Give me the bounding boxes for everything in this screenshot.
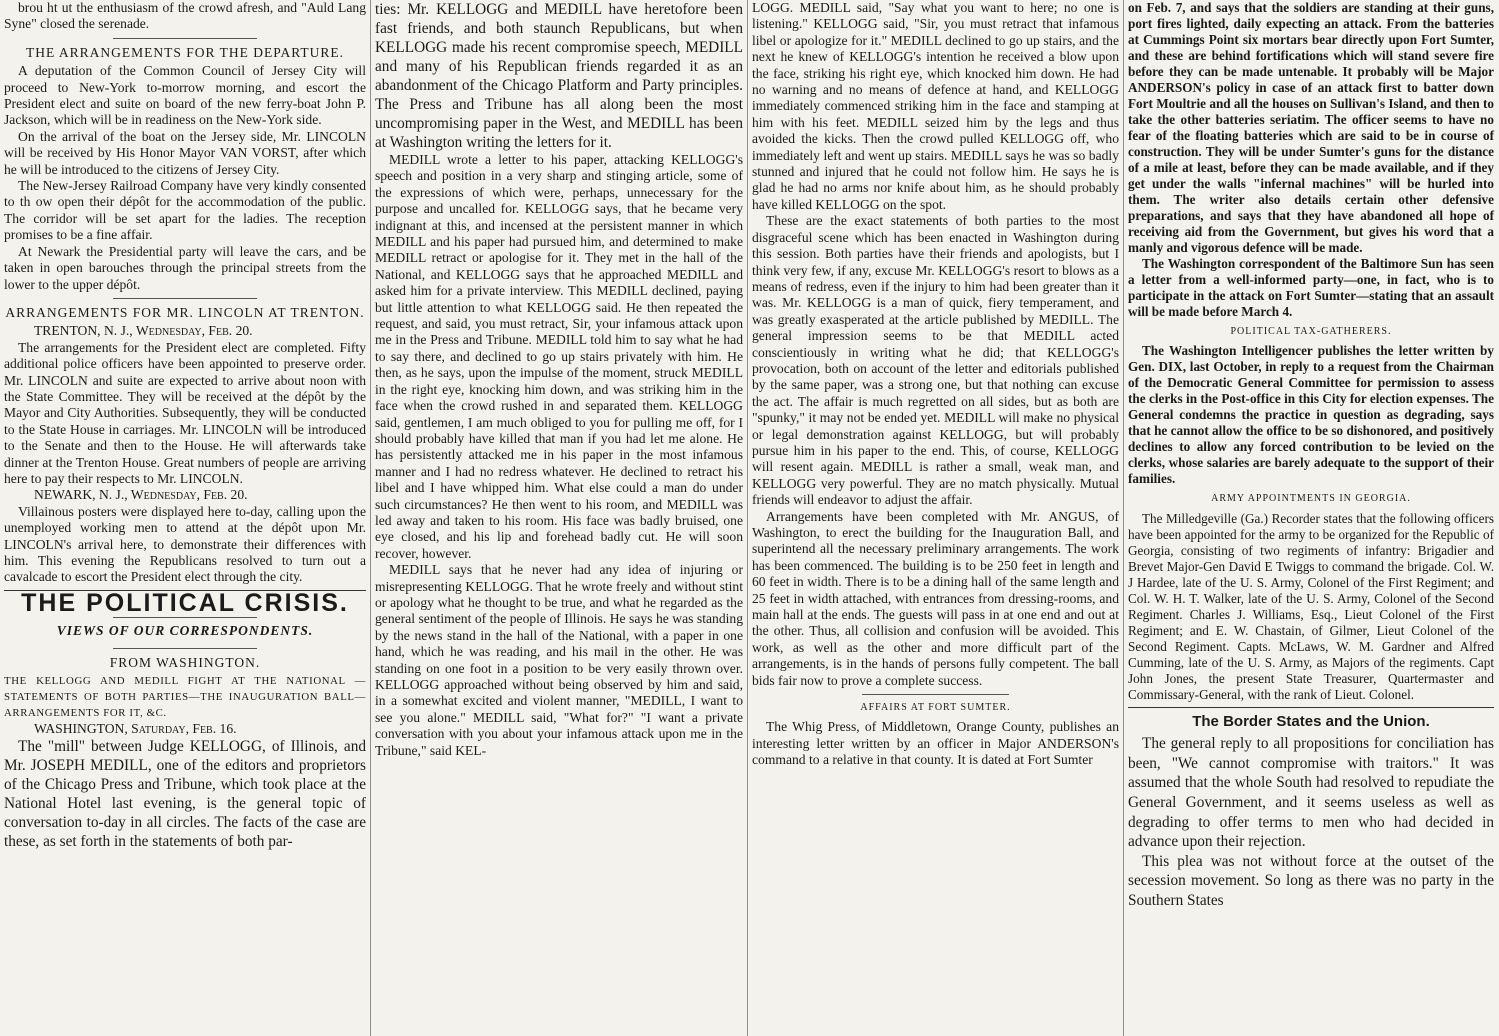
- column-4: [1124, 0, 1498, 1036]
- lead-block: [4, 737, 366, 851]
- headline: THE POLITICAL CRISIS.: [21, 588, 349, 617]
- paragraph: The Milledgeville (Ga.) Recorder states that the following officers have been appointed for the army to be organized for the Republic of Georgia, consisting of two regiments of infantry: Brigadier and Brevet Major-Gen David E Twiggs to command the brigade. Col. W. J Hardee, late of the U. S. Army, Colonel of the First Regiment; and Col. W. H. T. Walker, late of the U. S. Army, Colonel of the Second Regiment. Charles J. Williams, Esq., Lieut Colonel of the First Regiment; and E. W. Chastain, of Gilmer, Lieut Colonel of the Second Regiment. Capts. McLaws, W. M. Gardner and Alfred Cumming, late of the U. S. Army, as Majors of the regiments. Capt John Jones, the present State Treasurer, Quartermaster and Commissary-General, with the rank of Lieut. Colonel.: [1128, 510, 1494, 702]
- paragraph: Arrangements have been completed with Mr. ANGUS, of Washington, to erect the building for the Inauguration Ball, and superintend all the necessary preliminary arrangements. The work has been commenced. The building is to be 250 feet in length and 60 feet in width. There is to be a dining hall of the same length and 25 feet in width attached, with entrances from dressing-rooms, and main hall at the ends. The guests will pass in at one end and out at the other. Thus, all collision and confusion will be avoided. This work, as well as the other and more difficult part of the arrangements, is in the hands of persons fully competent. The ball bids fair now to prove a complete success.: [752, 508, 1119, 688]
- paragraph: The Washington correspondent of the Baltimore Sun has seen a letter from a well-informed party—one, in fact, who is to participate in the attack on Fort Sumter—stating that an assault will be made before March 4.: [1128, 256, 1494, 319]
- section-heading: ARRANGEMENTS FOR MR. LINCOLN AT TRENTON.: [5, 304, 365, 320]
- lead-block: [1128, 734, 1494, 910]
- dateline: WASHINGTON, Saturday, Feb. 16.: [34, 721, 237, 737]
- section-heading: FROM WASHINGTON.: [109, 654, 261, 670]
- paragraph: On the arrival of the boat on the Jersey side, Mr. LINCOLN will be received by His Honor Mayor VAN VORST, after which he will be introduced to the citizens of Jersey City.: [4, 128, 366, 177]
- paragraph: The arrangements for the President elect are completed. Fifty additional police officers have been appointed to preserve order. Mr. LINCOLN and suite are expected to arrive about noon with the State Committee. They will be received at the dépôt by the Mayor and City Authorities. Subsequently, they will be conducted to the State House in carriages. Mr. LINCOLN will be introduced to the Senate and then to the House. He will afterwards take dinner at the Trenton House. Great numbers of people are arriving here to pay their respects to Mr. LINCOLN.: [4, 339, 366, 486]
- paragraph: This plea was not without force at the outset of the secession movement. So long as there was no party in the Southern States: [1128, 852, 1494, 909]
- dateline: NEWARK, N. J., Wednesday, Feb. 20.: [34, 487, 248, 503]
- divider: [113, 38, 258, 39]
- column-1: [0, 0, 370, 1036]
- paragraph: The New-Jersey Railroad Company have very kindly consented to th ow open their dépôt for the accommodation of the public. The corridor will be set apart for the ladies. The reception promises to be a fine affair.: [4, 178, 366, 243]
- section-heading: ARMY APPOINTMENTS IN GEORGIA.: [1211, 493, 1411, 505]
- section-heading: AFFAIRS AT FORT SUMTER.: [860, 702, 1011, 714]
- divider: [113, 298, 258, 299]
- divider: [113, 617, 258, 618]
- paragraph: MEDILL wrote a letter to his paper, attacking KELLOGG's speech and position in a very sharp and stinging article, some of the expressions of which were, perhaps, unnecessary for the purpose and uncalled for. KELLOGG says, that he became very indignant at this, and incensed at the persistent manner in which MEDILL and his paper had pursued him, and determined to make MEDILL retract or apologise for it. They met in the hall of the National, and KELLOGG says that he approached MEDILL and asked him for a private interview. This MEDILL declined, paying but little attention to what KELLOGG said. He then repeated the request, and said, you must retract, Sir, your infamous attack upon me in the Press and Tribune. MEDILL told him to say what he had to say there, and declined to go up stairs privately with him. He then, as he says, upon the impulse of the moment, struck MEDILL in the right eye, knocking him down, and was striking him in the face when the crowd rushed in and separated them. KELLOGG said, gentlemen, I am much obliged to you for pulling me off, for I should probably have killed that man if you had let me alone. He has persistently attacked me in his paper in the most infamous manner and I had no redress whatever. He declined to retract his libel and I have whipped him. What else could a man do under such circumstances? He then went to his room, and MEDILL was led away and taken to his room. His face was badly bruised, one eye closed, and his lip and forehead badly cut. He will soon recover, however.: [375, 152, 743, 561]
- paragraph: The Whig Press, of Middletown, Orange County, publishes an interesting letter written by an officer in Major ANDERSON's command to a relative in that county. It is dated at Fort Sumter: [752, 719, 1119, 768]
- paragraph: The general reply to all propositions for conciliation has been, "We cannot compromise with traitors." It was assumed that the whole South had resolved to repudiate the General Government, and it seems useless as well as degrading to offer terms to men who had decided in advance upon their rejection.: [1128, 735, 1494, 851]
- column-2: [371, 0, 747, 1036]
- section-heading: POLITICAL TAX-GATHERERS.: [1230, 326, 1392, 337]
- summary-text: THE KELLOGG AND MEDILL FIGHT AT THE NATIONAL —STATEMENTS OF BOTH PARTIES—THE INAUGURATION BALL—ARRANGEMENTS FOR IT, &C.: [4, 675, 366, 720]
- paragraph: A deputation of the Common Council of Jersey City will proceed to New-York to-morrow morning, and escort the President elect and suite on board of the new ferry-boat John P. Jackson, which will be in readiness on the New-York side.: [4, 63, 366, 128]
- paragraph: on Feb. 7, and says that the soldiers are standing at their guns, port fires lighted, daily expecting an attack. From the batteries at Cummings Point six mortars bear directly upon Fort Sumter, and these are behind fortifications which will stand severe fire before they can be made untenable. It probably will be Major ANDERSON's policy in case of an attack first to batter down Fort Moultrie and all the houses on Sullivan's Island, and then to take the other batteries seriatim. The officer seems to have no fear of the floating batteries which are said to be in course of construction. They will be under Sumter's guns for the distance of a mile at least, before they can be made available, and if they get under the walls "infernal machines" will be hurled into them. The writer also details certain other defensive preparations, and says that they have abandoned all hope of receiving aid from the Government, but gives his word that a manly and vigorous defence will be made.: [1128, 0, 1494, 255]
- paragraph: Villainous posters were displayed here to-day, calling upon the unemployed working men to attend at the dépôt upon Mr. LINCOLN's arrival here, to demonstrate their differences with him. This evening the Republicans resolved to turn out a cavalcade to escort the President elect through the city.: [4, 503, 366, 585]
- section-heading: The Border States and the Union.: [1192, 712, 1430, 730]
- paragraph: MEDILL says that he never had any idea of injuring or misrepresenting KELLOGG. That he wrote freely and without stint or apology what he thought to be true, and what he regarded as the general sentiment of the people of Illinois. He says he was standing by the news stand in the hall of the National, with a paper in one hand, which he was reading, and his mail in the other. He was standing on one foot in a position to be very easily thrown over. KELLOGG approached without being observed by him and said, in a somewhat excited and violent manner, "MEDILL, I want to see you alone." MEDILL said, "What for?" "I want a private conversation with you about your infamous attack upon me in the Tribune," said KEL-: [375, 562, 743, 758]
- paragraph: The Washington Intelligencer publishes the letter written by Gen. DIX, last October, in reply to a request from the Chairman of the Democratic General Committee for permission to assess the clerks in the Post-office in this City for election expenses. The General condemns the practice in question as degrading, says that he cannot allow the office to be so dishonored, and positively declines to allow any forced contribution to be levied on the clerks, whose salaries are barely adequate to the support of their families.: [1128, 343, 1494, 487]
- section-heading: THE ARRANGEMENTS FOR THE DEPARTURE.: [25, 44, 345, 60]
- divider: [862, 694, 1009, 695]
- paragraph: ties: Mr. KELLOGG and MEDILL have heretofore been fast friends, and both staunch Republicans, but when KELLOGG made his recent compromise speech, MEDILL and many of his Republican friends regarded it as an abandonment of the Chicago Platform and Party principles. The Press and Tribune has all along been the most uncompromising paper in the West, and MEDILL has been at Washington writing the letters for it.: [375, 1, 743, 151]
- paragraph: At Newark the Presidential party will leave the cars, and be taken in open barouches through the principal streets from the lower to the upper dépôt.: [4, 243, 366, 292]
- paragraph: The "mill" between Judge KELLOGG, of Illinois, and Mr. JOSEPH MEDILL, one of the editors and proprietors of the Chicago Press and Tribune, which took place at the National Hotel last evening, is the general topic of conversation to-day in all circles. The facts of the case are these, as set forth in the statements of both par-: [4, 738, 366, 851]
- paragraph: LOGG. MEDILL said, "Say what you want to here; no one is listening." KELLOGG said, "Sir, you must retract that infamous libel or apologize for it." MEDILL declined to go up stairs, and the next he knew of KELLOGG's intention he received a blow upon the face, striking his right eye, which knocked him down. He had no warning and no means of defence at hand, and KELLOGG immediately commenced striking him in the face and stamping at him with his feet. MEDILL seized him by the legs and thus avoided the kicks. Then the crowd pulled KELLOGG off, who immediately left and went up stairs. MEDILL says he was so badly stunned and injured that he could not follow him. He says he is glad he had no arms nor knife about him, as he should probably have killed KELLOGG on the spot.: [752, 0, 1119, 212]
- divider: [1128, 707, 1494, 708]
- paragraph: brou ht ut the enthusiasm of the crowd afresh, and "Auld Lang Syne" closed the serenade.: [4, 0, 366, 32]
- lead-block: [752, 719, 1119, 768]
- subheadline: VIEWS OF OUR CORRESPONDENTS.: [56, 623, 314, 639]
- divider: [113, 648, 258, 649]
- column-3: [748, 0, 1123, 1036]
- dateline: TRENTON, N. J., Wednesday, Feb. 20.: [34, 323, 253, 339]
- paragraph: These are the exact statements of both parties to the most disgraceful scene which has been enacted in Washington during this session. Both parties have their friends and apologists, but I think very few, if any, excuse Mr. KELLOGG's resort to blows as a means of redress, even if the injury to him had been greater than it was. Mr. KELLOGG is a man of quick, fiery temperament, and was greatly exasperated at the article published by MEDILL. The general impression seems to be that MEDILL acted conscientiously in writing what he did; that KELLOGG's provocation, both on account of the letter and editorials published by the same paper, was a strong one, but that nothing can excuse the act. The affair is much regretted on all sides, but as both are "spunky," it may not be ended yet. MEDILL will make no physical or legal demonstration against KELLOGG, but will probably pursue him in his paper to the end. This, of course, KELLOGG will resent again. MEDILL is rather a small, weak man, and KELLOGG very powerful. They are no match physically. Mutual friends will endeavor to adjust the affair.: [752, 213, 1119, 508]
